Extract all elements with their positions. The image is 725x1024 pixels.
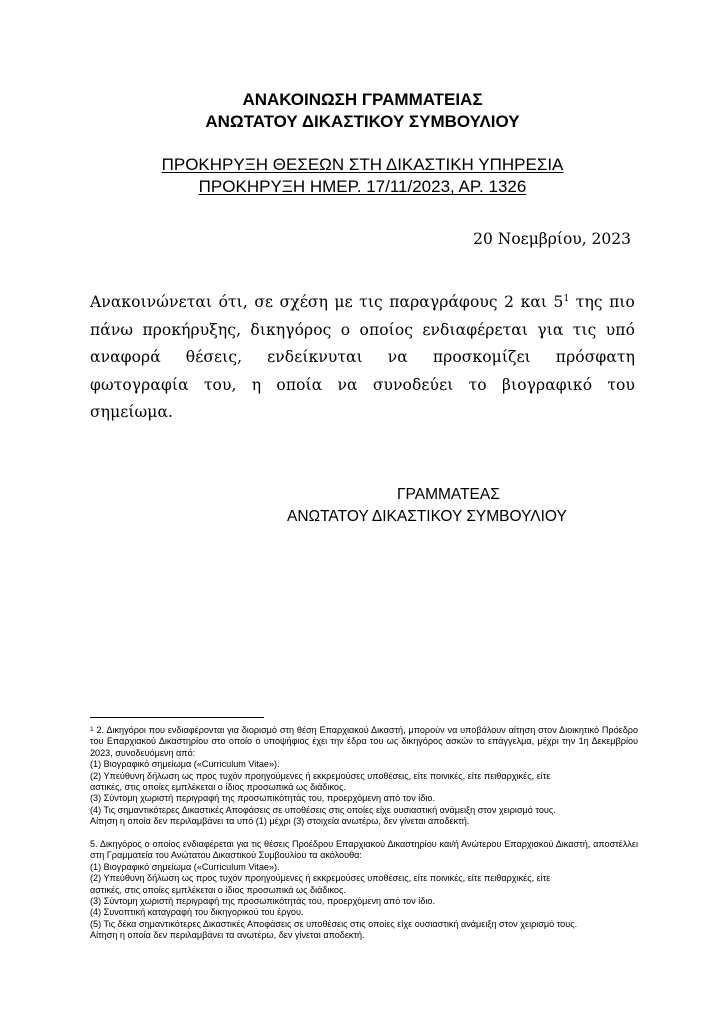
footnote-item: αστικές, στις οποίες εμπλέκεται ο ίδιος προσωπικά ως διάδικος.	[90, 884, 346, 895]
announcement-date: 20 Νοεμβρίου, 2023	[473, 230, 631, 248]
footnote-item: (4) Συνοπτική καταγραφή του δικηγορικού του έργου.	[90, 907, 304, 918]
footnote-item: αστικές, στις οποίες εμπλέκεται ο ίδιος προσωπικά ως διάδικος.	[90, 782, 346, 793]
footnote-item: (2) Υπεύθυνη δήλωση ως προς τυχόν προηγούμενες ή εκκρεμούσες υποθέσεις, είτε ποινικές, είτε πειθαρχικές, είτε	[90, 873, 551, 884]
signature-title: ΓΡΑΜΜΑΤΕΑΣ	[397, 486, 500, 503]
body-text-end: της πιο πάνω προκήρυξης, δικηγόρος ο οποίος ενδιαφέρεται για τις υπό αναφορά θέσεις, ενδείκνυται να προσκομίζει πρόσφατη φωτογραφία του, η οποία να συνοδεύει το βιογραφικό του σημείωμα.	[90, 293, 635, 421]
footnote-item: Αίτηση η οποία δεν περιλαμβάνει τα ανωτέρω, δεν γίνεται αποδεκτή.	[90, 930, 365, 941]
signature-organization: ΑΝΩΤΑΤΟΥ ΔΙΚΑΣΤΙΚΟΥ ΣΥΜΒΟΥΛΙΟΥ	[287, 508, 567, 525]
heading-line-2: ΑΝΩΤΑΤΟΥ ΔΙΚΑΣΤΙΚΟΥ ΣΥΜΒΟΥΛΙΟΥ	[205, 112, 520, 131]
subheading-line-2-wrap	[0, 176, 725, 198]
footnote-spacer	[90, 828, 638, 839]
footnote-item: (2) Υπεύθυνη δήλωση ως προς τυχόν προηγούμενες ή εκκρεμούσες υποθέσεις, είτε ποινικές, είτε πειθαρχικές, είτε	[90, 770, 551, 781]
body-text-start: Ανακοινώνεται ότι, σε σχέση με τις παραγράφους 2 και 5	[90, 293, 564, 311]
footnote-separator	[90, 717, 264, 718]
footnote-reference: 1	[563, 293, 570, 304]
footnote-item: (3) Σύντομη χωριστή περιγραφή της προσωπικότητάς του, προερχόμενη από τον ίδιο.	[90, 896, 435, 907]
footnote-item: (1) Βιογραφικό σημείωμα («Curriculum Vitae»).	[90, 861, 280, 872]
heading-line-1: ΑΝΑΚΟΙΝΩΣΗ ΓΡΑΜΜΑΤΕΙΑΣ	[242, 90, 483, 109]
footnote-item: Αίτηση η οποία δεν περιλαμβάνει τα υπό (1) μέχρι (3) στοιχεία ανωτέρω, δεν γίνεται αποδεκτή.	[90, 816, 470, 827]
footnote-paragraph-2-text: 2. Δικηγόροι που ενδιαφέρονται για διορισμό στη θέση Επαρχιακού Δικαστή, μπορούν να υποβάλουν αίτηση στον Διοικητικό Πρόεδρο του Επαρχιακού Δικαστηρίου στο οποίο ο υποψήφιος έχει την έδρα του ως δικηγόρος ασκών το επάγγελμα, μέχρι την 1η Δεκεμβρίου 2023, συνοδευόμενη από:	[90, 725, 638, 758]
footnote-paragraph-2-intro	[90, 725, 638, 759]
subheading-line-1-wrap	[0, 154, 725, 176]
footnote-item: (4) Τις σημαντικότερες Δικαστικές Αποφάσεις σε υποθέσεις στις οποίες είχε ουσιαστική ανάμειξη στον χειρισμό τους.	[90, 804, 556, 815]
announcement-subheading	[0, 154, 725, 198]
footnote-section	[90, 725, 638, 942]
footnote-item: (5) Τις δέκα σημαντικότερες Δικαστικές Αποφάσεις σε υποθέσεις στις οποίες είχε ουσιαστική ανάμειξη στον χειρισμό τους.	[90, 918, 578, 929]
subheading-line-2: ΠΡΟΚΗΡΥΞΗ ΗΜΕΡ. 17/11/2023, ΑΡ. 1326	[198, 177, 527, 196]
subheading-line-1: ΠΡΟΚΗΡΥΞΗ ΘΕΣΕΩΝ ΣΤΗ ΔΙΚΑΣΤΙΚΗ ΥΠΗΡΕΣΙΑ	[161, 155, 564, 174]
footnote-marker: 1	[90, 726, 94, 733]
footnote-item: (3) Σύντομη χωριστή περιγραφή της προσωπικότητάς του, προερχόμενη από τον ίδιο.	[90, 793, 435, 804]
announcement-heading	[0, 89, 725, 133]
footnote-paragraph-5-intro: 5. Δικηγόρος ο οποίος ενδιαφέρεται για τις θέσεις Προέδρου Επαρχιακού Δικαστηρίου και/ή Ανώτερου Επαρχιακού Δικαστή, αποστέλλει στη Γραμματεία του Ανώτατου Δικαστικού Συμβουλίου τα ακόλουθα:	[90, 839, 638, 861]
announcement-body	[90, 289, 635, 427]
footnote-item: (1) Βιογραφικό σημείωμα («Curriculum Vitae»).	[90, 759, 280, 770]
